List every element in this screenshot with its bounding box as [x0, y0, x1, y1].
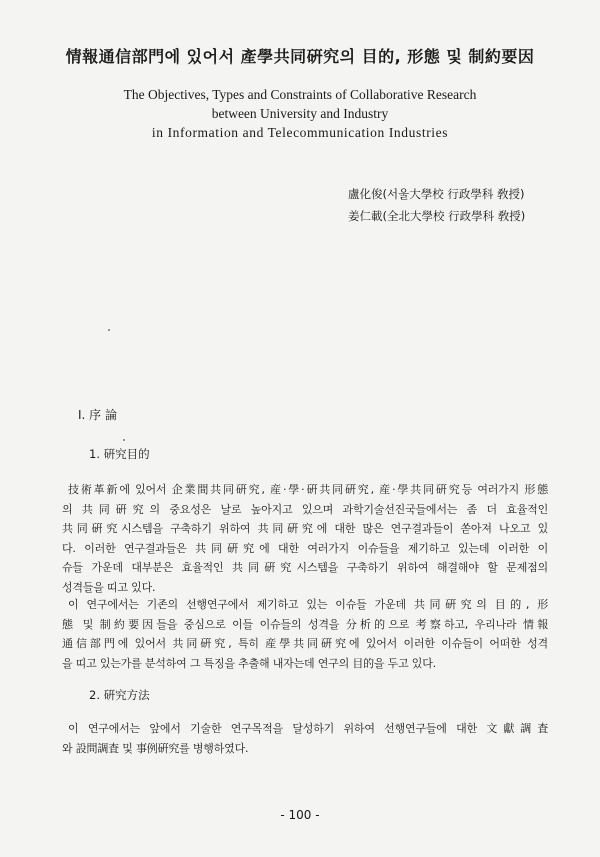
subsection-heading-purpose: 1. 硏究目的	[89, 447, 150, 461]
scan-speck	[123, 439, 125, 441]
paragraph-purpose-1	[62, 480, 548, 597]
text-line: 이 연구에서는 기존의 선행연구에서 제기하고 있는 이슈들 가운데 共同硏究의 目的, 形	[68, 598, 548, 611]
page-number: - 100 -	[280, 808, 320, 822]
scan-speck	[108, 329, 110, 331]
text-line: 態 및 制約要因들을 중심으로 이들 이슈들의 성격을 分析的으로 考察하고, 우리나라 情報	[62, 617, 548, 631]
subsection-heading-method: 2. 硏究方法	[89, 688, 150, 702]
title-english-line-3: in Information and Telecommunication Industries	[151, 125, 449, 140]
author-1: 盧化俊(서울大學校 行政學科 敎授)	[348, 187, 525, 201]
text-line: 의 共同硏究의 중요성은 날로 높아지고 있으며 과학기술선진국들에서는 좀 더 효율적인	[62, 502, 548, 516]
author-2: 姜仁載(全北大學校 行政學科 敎授)	[348, 209, 526, 223]
author-list	[348, 183, 525, 227]
section-heading-introduction: Ⅰ. 序 論	[78, 408, 117, 422]
title-english-line-1: The Objectives, Types and Constraints of Collaborative Research	[123, 87, 477, 102]
paragraph-method	[62, 719, 548, 758]
text-line: 通信部門에 있어서 共同硏究, 특히 産學共同硏究에 있어서 이러한 이슈들이 어떠한 성격	[62, 637, 548, 650]
text-line: 共同硏究시스템을 구축하기 위하여 共同硏究에 대한 많은 연구결과들이 쏟아져 나오고 있	[62, 522, 548, 535]
text-line: 技術革新에 있어서 企業間共同硏究, 産·學·硏共同硏究, 産·學共同硏究등 여러가지 形態	[68, 483, 548, 496]
paragraph-purpose-2	[62, 595, 548, 673]
text-line: 다. 이러한 연구결과들은 共同硏究에 대한 여러가지 이슈들을 제기하고 있는데 이러한 이	[62, 541, 548, 555]
text-line: 성격들을 띠고 있다.	[62, 580, 156, 594]
title-korean: 情報通信部門에 있어서 產學共同硏究의 目的, 形態 및 制約要因	[65, 47, 535, 66]
text-line: 이 연구에서는 앞에서 기술한 연구목적을 달성하기 위하여 선행연구들에 대한 文獻調査	[68, 722, 548, 735]
text-line: 슈들 가운데 대부분은 효율적인 共同硏究시스템을 구축하기 위하여 해결해야 할 문제점의	[62, 561, 548, 574]
text-line: 와 設問調査 및 事例硏究를 병행하였다.	[62, 741, 249, 755]
title-english-line-2: between University and Industry	[211, 106, 389, 121]
text-line: 을 띠고 있는가를 분석하여 그 특징을 추출해 내자는데 연구의 目的을 두고 있다.	[62, 656, 436, 670]
